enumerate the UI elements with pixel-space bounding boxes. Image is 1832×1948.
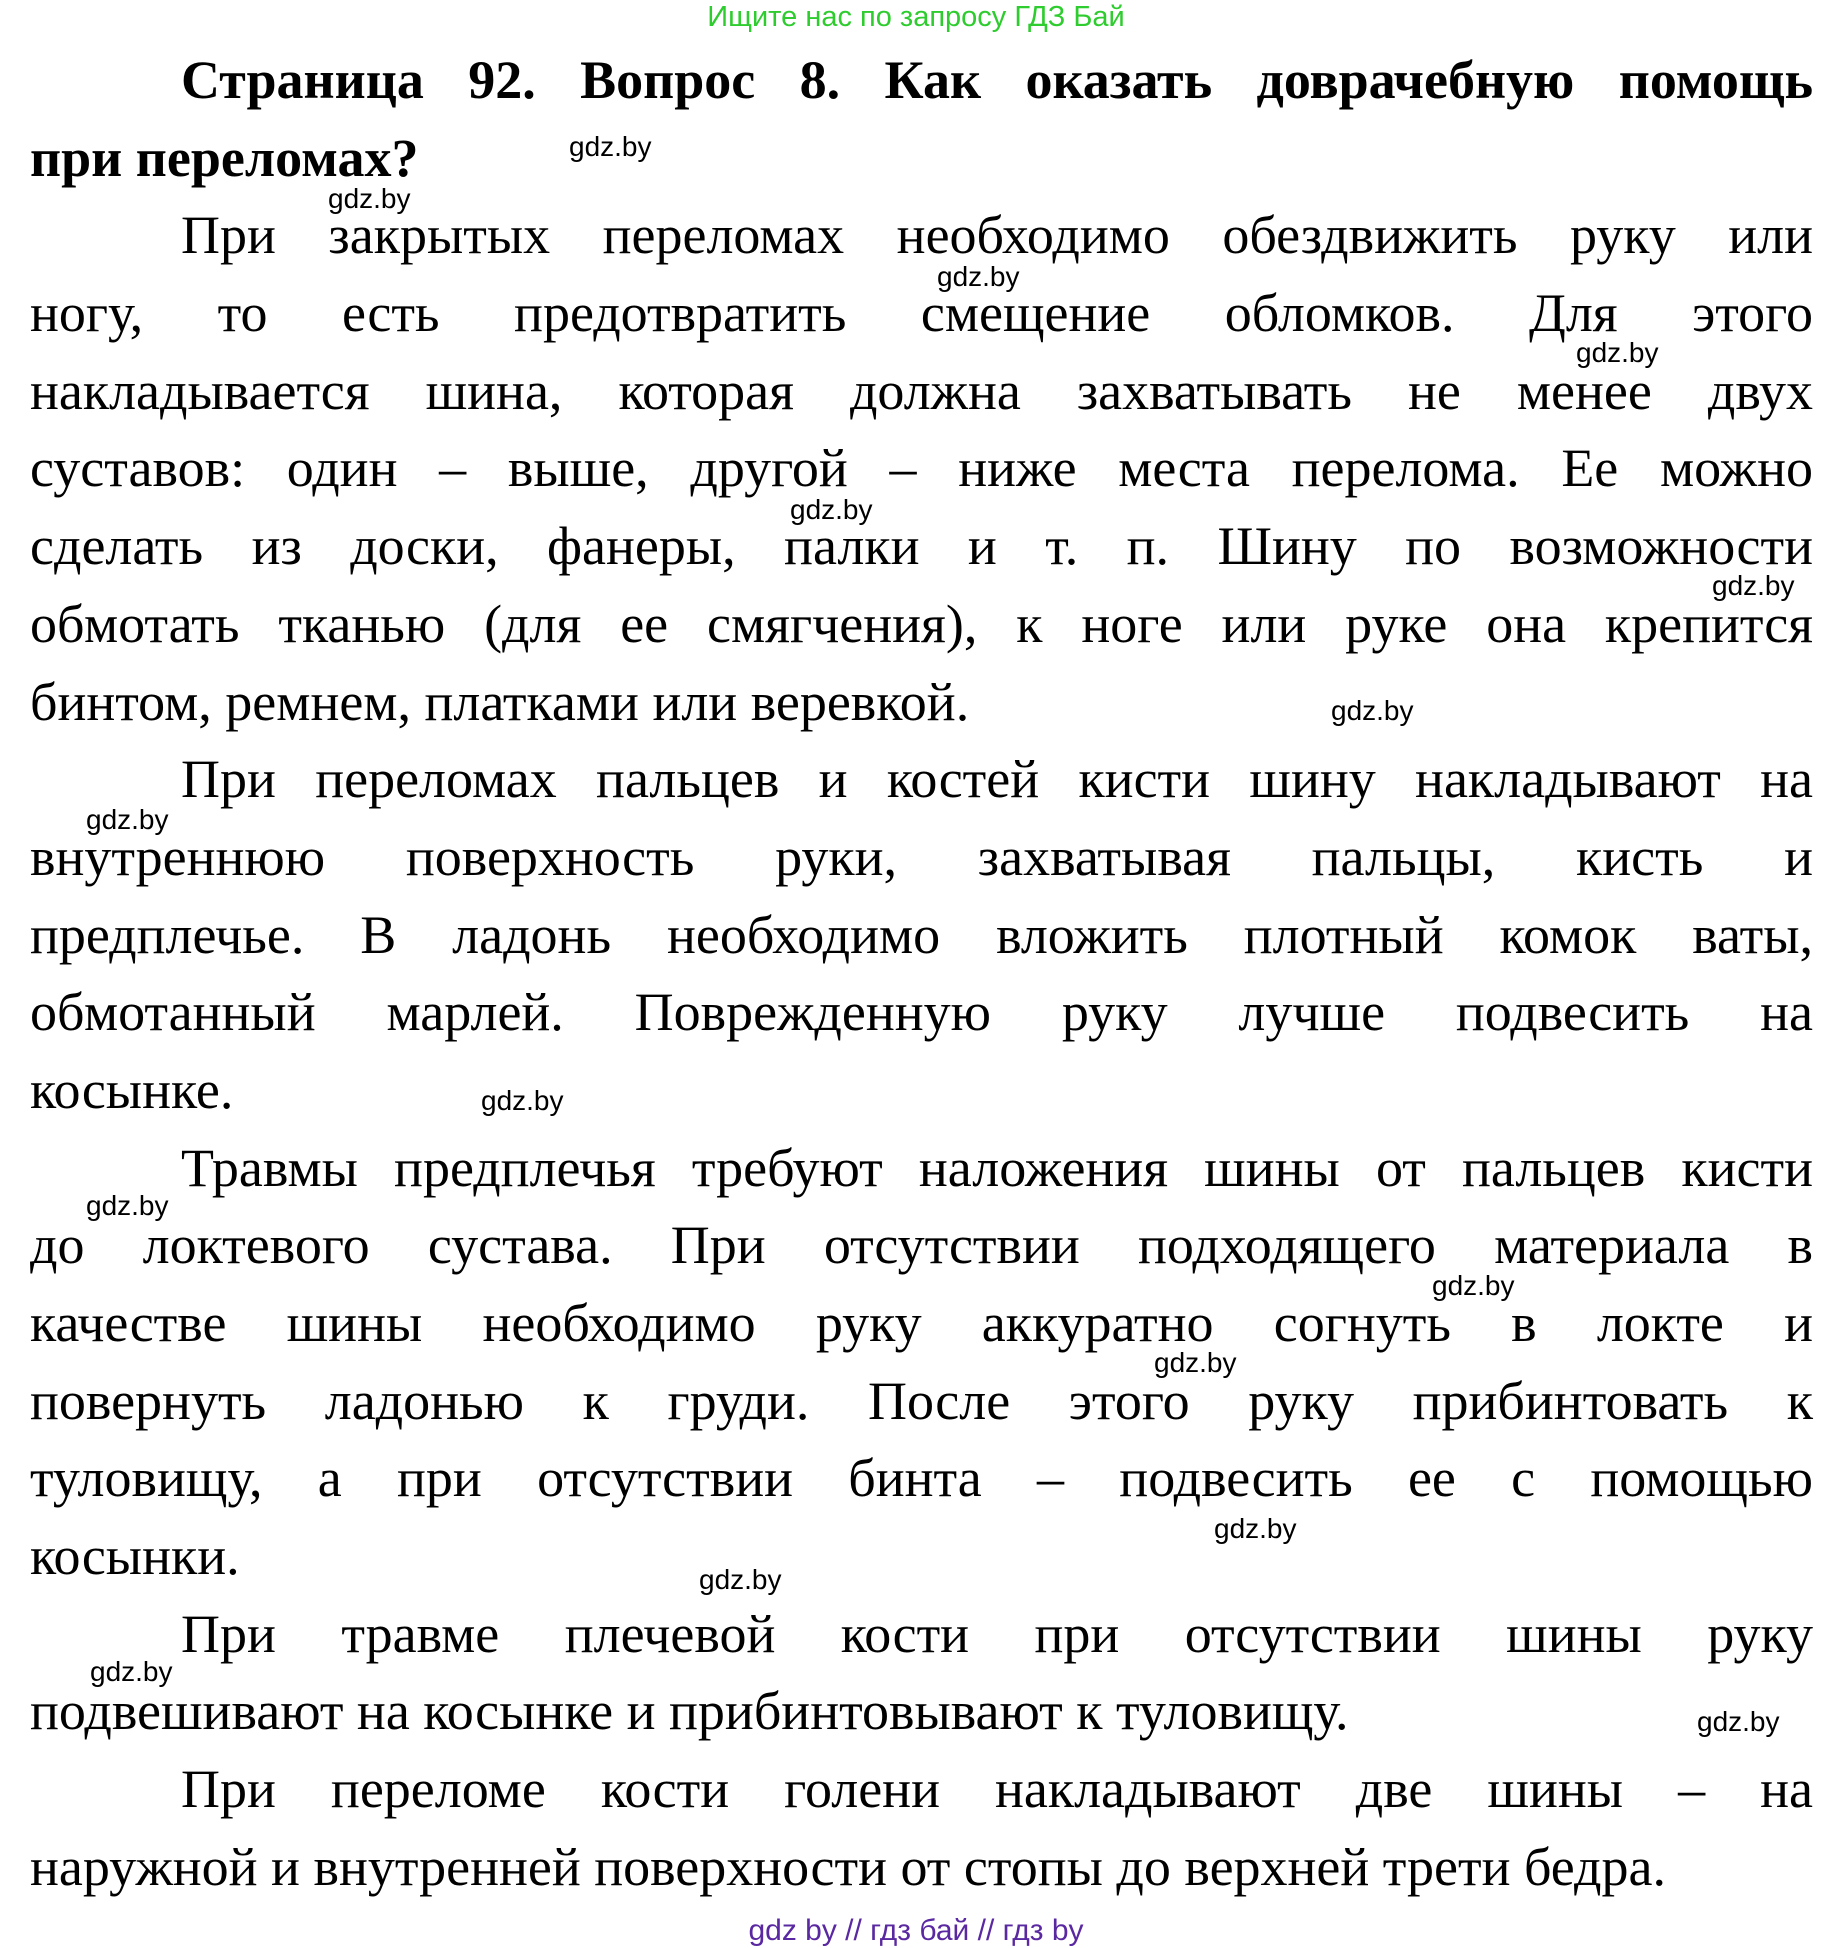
watermark: gdz.by [1331, 695, 1414, 726]
text-line: до локтевого сустава. При отсутствии подходящего материала в [30, 1215, 1813, 1276]
paragraph [30, 1130, 1813, 1596]
watermark: gdz.by [790, 494, 873, 525]
text-line: повернуть ладонью к груди. После этого руку прибинтовать к [30, 1370, 1813, 1431]
watermark: gdz.by [569, 131, 652, 162]
text-line: обмотанный марлей. Поврежденную руку лучше подвесить на [30, 982, 1813, 1043]
watermark: gdz.by [1154, 1347, 1237, 1378]
text-line: туловищу, а при отсутствии бинта – подвесить ее с помощью [30, 1448, 1813, 1509]
text-line: ногу, то есть предотвратить смещение обломков. Для этого [30, 283, 1813, 344]
text-line: обмотать тканью (для ее смягчения), к ноге или руке она крепится [30, 593, 1813, 654]
text-line: суставов: один – выше, другой – ниже места перелома. Ее можно [30, 438, 1813, 499]
paragraph [30, 1751, 1813, 1906]
watermark: gdz.by [86, 1190, 169, 1221]
watermark: gdz.by [1712, 570, 1795, 601]
watermark: gdz.by [1697, 1706, 1780, 1737]
text-line: При переломе кости голени накладывают две шины – на [181, 1759, 1813, 1820]
watermark: gdz.by [1432, 1270, 1515, 1301]
text-line: косынке. [30, 1059, 234, 1120]
text-line: сделать из доски, фанеры, палки и т. п. Шину по возможности [30, 516, 1813, 577]
watermark: gdz.by [481, 1085, 564, 1116]
page-title [30, 42, 1813, 197]
text-line: предплечье. В ладонь необходимо вложить плотный комок ваты, [30, 904, 1813, 965]
text-line: При переломах пальцев и костей кисти шину накладывают на [181, 749, 1813, 810]
text-line: При травме плечевой кости при отсутствии шины руку [181, 1603, 1813, 1664]
watermark: gdz.by [328, 183, 411, 214]
paragraph [30, 197, 1813, 741]
paragraph [30, 1596, 1813, 1751]
footer-links: gdz by // гдз бай // гдз by [748, 1914, 1084, 1947]
watermark: gdz.by [1214, 1513, 1297, 1544]
watermark: gdz.by [937, 261, 1020, 292]
document-body [30, 42, 1813, 1907]
text-line: наружной и внутренней поверхности от стопы до верхней трети бедра. [30, 1836, 1666, 1897]
text-line: Травмы предплечья требуют наложения шины от пальцев кисти [181, 1137, 1813, 1198]
watermark: gdz.by [1576, 337, 1659, 368]
text-line: накладывается шина, которая должна захватывать не менее двух [30, 360, 1813, 421]
text-line: косынки. [30, 1526, 240, 1587]
watermark: gdz.by [86, 804, 169, 835]
text-line: подвешивают на косынке и прибинтовывают к туловищу. [30, 1681, 1349, 1742]
text-line: бинтом, ремнем, платками или веревкой. [30, 671, 970, 732]
text-line: При закрытых переломах необходимо обездвижить руку или [181, 205, 1813, 266]
title-line: при переломах? [30, 127, 419, 188]
search-hint-banner: Ищите нас по запросу ГДЗ Бай [707, 1, 1125, 33]
text-line: внутреннюю поверхность руки, захватывая пальцы, кисть и [30, 826, 1813, 887]
title-line: Страница 92. Вопрос 8. Как оказать доврачебную помощь [181, 50, 1813, 110]
watermark: gdz.by [699, 1564, 782, 1595]
paragraph [30, 741, 1813, 1129]
text-line: качестве шины необходимо руку аккуратно согнуть в локте и [30, 1293, 1813, 1353]
watermark: gdz.by [90, 1656, 173, 1687]
